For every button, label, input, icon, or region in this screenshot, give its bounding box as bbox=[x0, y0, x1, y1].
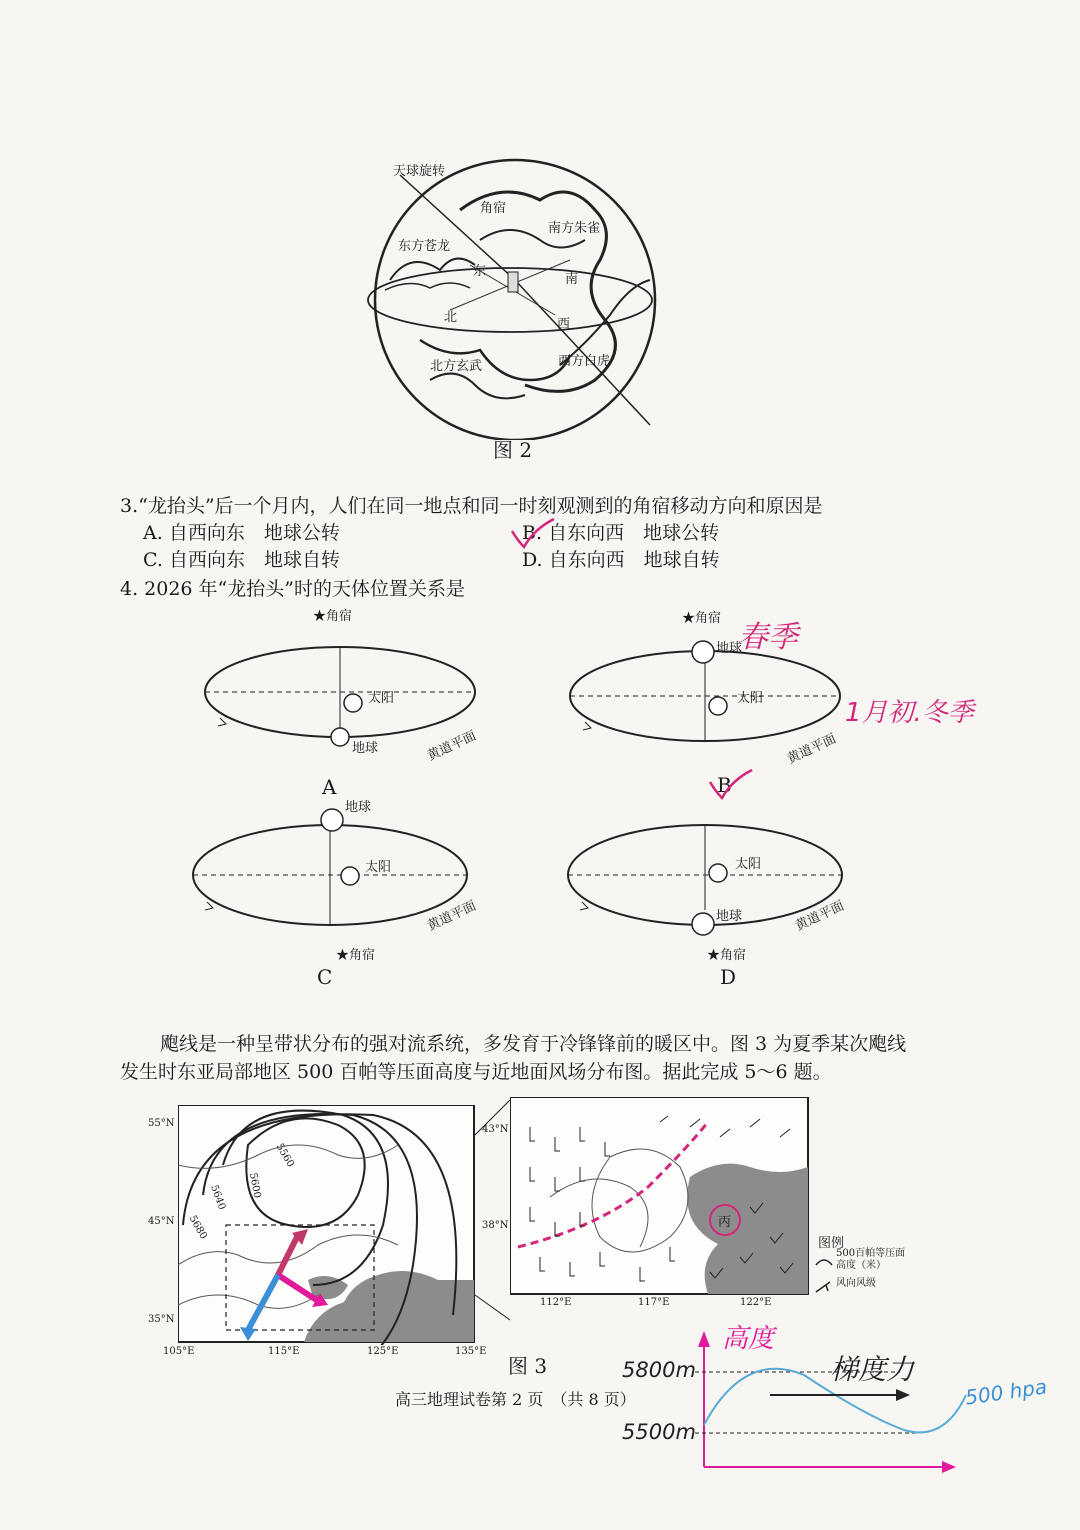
q3-option-b-text: 自东向西 地球公转 bbox=[548, 522, 720, 544]
figure3-caption: 图 3 bbox=[508, 1354, 548, 1378]
fig3-inset-lon-117: 117°E bbox=[638, 1297, 670, 1308]
q4-check-mark-icon bbox=[706, 768, 756, 803]
label-jiao-su: 角宿 bbox=[480, 201, 507, 216]
legend-wind-icon bbox=[814, 1276, 834, 1296]
figure3-main-map bbox=[178, 1105, 478, 1345]
label-north-xuanwu: 北方玄武 bbox=[430, 359, 483, 374]
q4-c-sun-icon bbox=[341, 867, 359, 885]
fig3-legend-contour: 500百帕等压面高度（米） bbox=[836, 1248, 906, 1271]
q4-stem: 4. 2026 年“龙抬头”时的天体位置关系是 bbox=[120, 578, 465, 600]
label-dir-south: 南 bbox=[565, 272, 579, 287]
q3-option-a[interactable] bbox=[143, 519, 340, 547]
q4-d-star-label: ★角宿 bbox=[707, 948, 747, 963]
annotation-spring: 春季 bbox=[738, 620, 798, 655]
q4-b-sun-icon bbox=[709, 697, 727, 715]
q3-option-c-letter: C. bbox=[143, 549, 163, 571]
fig3-lon-115: 115°E bbox=[268, 1346, 300, 1357]
fig3-inset-lon-122: 122°E bbox=[740, 1297, 772, 1308]
q4-c-sun-label: 太阳 bbox=[365, 860, 392, 875]
fig3-contour-5600: 5600 bbox=[247, 1172, 263, 1199]
q4-d-ecliptic-label: 黄道平面 bbox=[793, 898, 847, 935]
q3-check-mark-icon bbox=[508, 515, 558, 550]
q3-option-a-text: 自西向东 地球公转 bbox=[168, 522, 340, 544]
q4-c-earth-icon bbox=[321, 809, 343, 831]
fig3-lon-105: 105°E bbox=[163, 1346, 195, 1357]
fig3-lon-135: 135°E bbox=[455, 1346, 487, 1357]
q4-a-ecliptic-label: 黄道平面 bbox=[425, 728, 479, 765]
fig3-inset-lon-112: 112°E bbox=[540, 1297, 572, 1308]
page-footer: 高三地理试卷第 2 页 （共 8 页） bbox=[395, 1390, 636, 1409]
q3-option-d-letter: D. bbox=[522, 549, 543, 571]
q3-option-d[interactable] bbox=[522, 546, 720, 574]
fig3-inset-lat-43: 43°N bbox=[482, 1124, 509, 1135]
fig3-contour-5560: 5560 bbox=[273, 1141, 296, 1170]
q3-stem: 3.“龙抬头”后一个月内，人们在同一地点和同一时刻观测到的角宿移动方向和原因是 bbox=[120, 495, 823, 517]
figure2-caption: 图 2 bbox=[493, 438, 533, 462]
label-sky-rotation: 天球旋转 bbox=[393, 164, 446, 179]
figure3-inset-map bbox=[510, 1097, 810, 1297]
q4-d-sun-label: 太阳 bbox=[735, 857, 762, 872]
fig3-contour-5680: 5680 bbox=[186, 1213, 209, 1242]
q4-a-sun-icon bbox=[344, 694, 362, 712]
fig3-contour-5640: 5640 bbox=[208, 1183, 228, 1212]
q4-a-earth-label: 地球 bbox=[352, 741, 379, 756]
label-dir-east: 东 bbox=[473, 264, 487, 279]
fig3-lon-125: 125°E bbox=[367, 1346, 399, 1357]
fig3-inset-lat-38: 38°N bbox=[482, 1220, 509, 1231]
figure2-celestial-sphere bbox=[360, 150, 680, 440]
label-east-canglong: 东方苍龙 bbox=[398, 239, 451, 254]
q4-a-sun-label: 太阳 bbox=[368, 691, 395, 706]
q3-option-b-letter: B. bbox=[522, 522, 543, 544]
q4-b-earth-label: 地球 bbox=[716, 641, 743, 656]
annotation-axis-high: 高度 bbox=[722, 1324, 775, 1354]
q4-d-sun-icon bbox=[709, 864, 727, 882]
fig3-legend-wind: 风向风级 bbox=[836, 1278, 876, 1289]
q4-d-earth-icon bbox=[692, 913, 714, 935]
q4-diagram-c[interactable] bbox=[185, 800, 495, 950]
annotation-pressure-force: 梯度力 bbox=[830, 1353, 915, 1386]
q4-option-d[interactable]: D bbox=[720, 965, 737, 989]
q4-b-star-label: ★角宿 bbox=[682, 611, 722, 626]
annotation-5500: 5500m bbox=[622, 1420, 696, 1444]
legend-contour-icon bbox=[814, 1251, 834, 1271]
label-south-zhuque: 南方朱雀 bbox=[548, 221, 601, 236]
q4-b-sun-label: 太阳 bbox=[737, 691, 764, 706]
q3-option-d-text: 自东向西 地球自转 bbox=[548, 549, 720, 571]
q4-diagram-d[interactable] bbox=[560, 800, 860, 950]
fig3-lat-35: 35°N bbox=[148, 1314, 175, 1325]
fig3-lat-55: 55°N bbox=[148, 1118, 175, 1129]
q4-b-ecliptic-label: 黄道平面 bbox=[785, 731, 839, 768]
annotation-500hpa: 500 hpa bbox=[963, 1374, 1049, 1410]
q4-c-star-label: ★角宿 bbox=[336, 948, 376, 963]
annotation-winter: 1月初.冬季 bbox=[845, 698, 974, 728]
q3-option-c[interactable] bbox=[143, 546, 340, 574]
q4-option-b[interactable]: B bbox=[717, 773, 732, 797]
fig3-legend-title: 图例 bbox=[818, 1236, 845, 1251]
q4-b-earth-icon bbox=[692, 641, 714, 663]
annotation-5800: 5800m bbox=[622, 1358, 696, 1382]
label-west-baihu: 西方白虎 bbox=[558, 354, 611, 369]
q3-option-a-letter: A. bbox=[143, 522, 163, 544]
q4-option-a[interactable]: A bbox=[322, 775, 337, 799]
q4-d-earth-label: 地球 bbox=[716, 909, 743, 924]
q4-option-c[interactable]: C bbox=[317, 965, 333, 989]
label-dir-west: 西 bbox=[557, 317, 571, 332]
intro-line1: 飑线是一种呈带状分布的强对流系统，多发育于冷锋锋前的暖区中。图 3 为夏季某次飑线 bbox=[160, 1033, 907, 1055]
fig3-point-label: 丙 bbox=[718, 1215, 732, 1230]
intro-line2: 发生时东亚局部地区 500 百帕等压面高度与近地面风场分布图。据此完成 5～6 题。 bbox=[120, 1061, 832, 1083]
q4-c-ecliptic-label: 黄道平面 bbox=[425, 898, 479, 935]
q3-option-c-text: 自西向东 地球自转 bbox=[168, 549, 340, 571]
q4-c-earth-label: 地球 bbox=[345, 800, 372, 815]
q4-a-star-label: ★角宿 bbox=[313, 609, 353, 624]
fig3-lat-45: 45°N bbox=[148, 1216, 175, 1227]
label-dir-north: 北 bbox=[444, 310, 458, 325]
q4-a-earth-icon bbox=[331, 728, 349, 746]
